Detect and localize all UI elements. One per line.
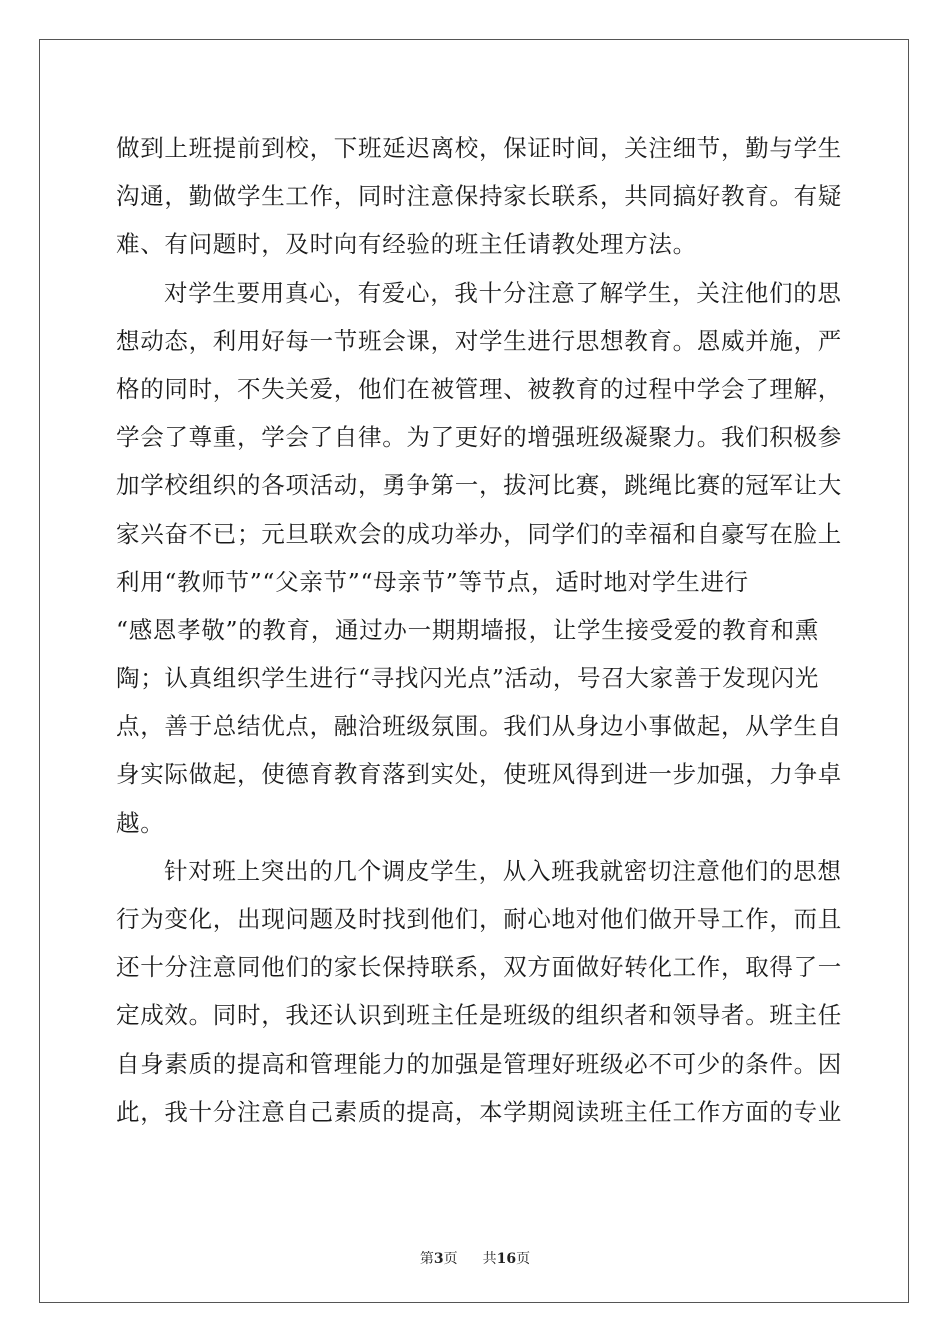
total-prefix: 共: [482, 1251, 497, 1267]
total-page-count: 16: [496, 1251, 517, 1267]
text-line: 家兴奋不已；元旦联欢会的成功举办，同学们的幸福和自豪写在脸上: [116, 519, 842, 548]
text-line: 还十分注意同他们的家长保持联系，双方面做好转化工作，取得了一: [116, 953, 842, 982]
current-page-number: 3: [433, 1251, 444, 1267]
text-line: 陶；认真组织学生进行“寻找闪光点”活动，号召大家善于发现闪光: [116, 664, 820, 693]
text-line: 利用“教师节”“父亲节”“母亲节”等节点，适时地对学生进行: [116, 567, 749, 596]
paragraph-first-line: 针对班上突出的几个调皮学生，从入班我就密切注意他们的思想: [164, 856, 842, 885]
page-prefix: 第: [419, 1251, 434, 1267]
text-line: 行为变化，出现问题及时找到他们，耐心地对他们做开导工作，而且: [116, 905, 842, 933]
text-line: 做到上班提前到校，下班延迟离校，保证时间，关注细节，勤与学生: [116, 134, 842, 162]
text-line: 想动态，利用好每一节班会课，对学生进行思想教育。恩威并施，严: [116, 326, 842, 355]
text-line: 自身素质的提高和管理能力的加强是管理好班级必不可少的条件。因: [116, 1049, 842, 1078]
document-body: [116, 124, 842, 1136]
text-line: 越。: [116, 808, 165, 837]
text-line: 此，我十分注意自己素质的提高，本学期阅读班主任工作方面的专业: [116, 1097, 842, 1126]
text-line: 身实际做起，使德育教育落到实处，使班风得到进一步加强，力争卓: [116, 760, 842, 789]
page-number-footer: [0, 1248, 950, 1268]
text-line: 格的同时，不失关爱，他们在被管理、被教育的过程中学会了理解，: [116, 374, 842, 403]
paragraph-first-line: 对学生要用真心，有爱心，我十分注意了解学生，关注他们的思: [164, 278, 842, 307]
page-suffix: 页: [443, 1251, 458, 1267]
text-line: 沟通，勤做学生工作，同时注意保持家长联系，共同搞好教育。有疑: [116, 182, 842, 211]
text-line: 点，善于总结优点，融洽班级氛围。我们从身边小事做起，从学生自: [116, 712, 842, 741]
text-line: “感恩孝敬”的教育，通过办一期期墙报，让学生接受爱的教育和熏: [116, 615, 820, 644]
text-line: 难、有问题时，及时向有经验的班主任请教处理方法。: [116, 230, 697, 259]
text-line: 学会了尊重，学会了自律。为了更好的增强班级凝聚力。我们积极参: [116, 423, 842, 452]
total-suffix: 页: [516, 1251, 531, 1267]
text-line: 定成效。同时，我还认识到班主任是班级的组织者和领导者。班主任: [116, 1001, 842, 1030]
text-line: 加学校组织的各项活动，勇争第一，拔河比赛，跳绳比赛的冠军让大: [116, 471, 842, 500]
